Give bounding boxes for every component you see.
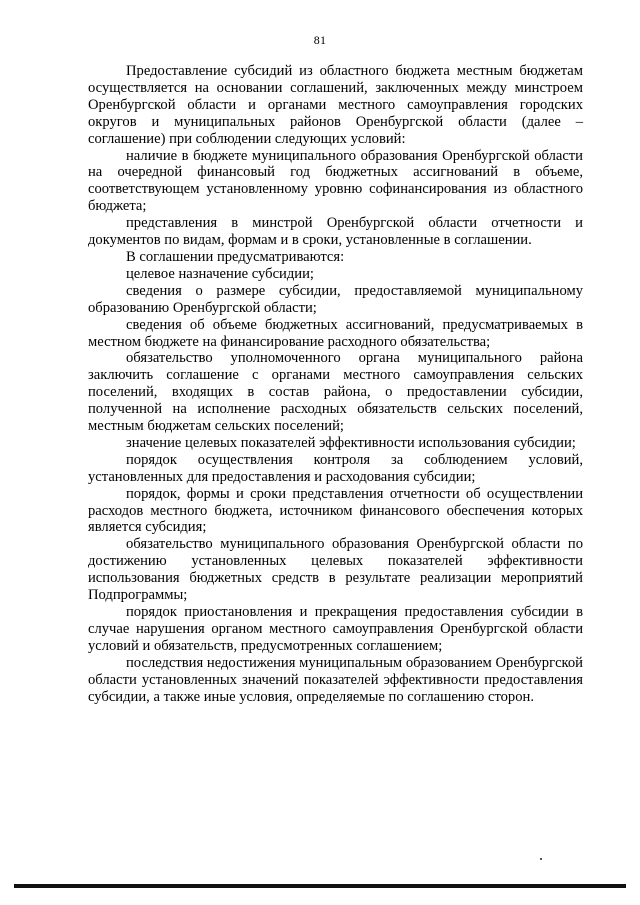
paragraph-purpose: целевое назначение субсидии; [126, 265, 314, 282]
paragraph-municipal-obligation: обязательство муниципального образования Оренбургской области по достижению установленных целевых показателей эффективности использования бюджетных средств в результате реализации мероприятий Подпрограммы; [88, 536, 583, 604]
paragraph-suspension-procedure: порядок приостановления и прекращения предоставления субсидии в случае нарушения органом местного самоуправления Оренбургской области условий и обязательств, предусмотренных соглашением; [88, 604, 583, 654]
paragraph-subsidy-size: сведения о размере субсидии, предоставляемой муниципальному образованию Оренбургской области; [88, 282, 583, 316]
document-body [88, 63, 583, 705]
paragraph-agreement-provides: В соглашении предусматриваются: [126, 248, 345, 265]
scan-speck [540, 858, 542, 860]
paragraph-district-obligation: обязательство уполномоченного органа муниципального района заключить соглашение с органами местного самоуправления сельских поселений, входящих в состав района, о предоставлении субсидии, полученной на исполнение расходных обязательств сельских поселений, местным бюджетам сельских поселений; [88, 350, 583, 435]
paragraph-consequences: последствия недостижения муниципальным образованием Оренбургской области установленных значений показателей эффективности предоставления субсидии, а также иные условия, определяемые по соглашению сторон. [88, 654, 583, 705]
paragraph-budget-allocations: сведения об объеме бюджетных ассигнований, предусматриваемых в местном бюджете на финансирование расходного обязательства; [88, 316, 583, 350]
page-number: 81 [313, 33, 327, 47]
paragraph-subsidy-basis: Предоставление субсидий из областного бюджета местным бюджетам осуществляется на основании соглашений, заключенных между минстроем Оренбургской области и органами местного самоуправления городских округов и муниципальных районов Оренбургской области (далее – соглашение) при соблюдении следующих условий: [88, 63, 583, 147]
paragraph-target-indicators: значение целевых показателей эффективности использования субсидии; [126, 434, 576, 451]
paragraph-control-procedure: порядок осуществления контроля за соблюдением условий, установленных для предоставления и расходования субсидии; [88, 451, 583, 485]
paragraph-reporting-procedure: порядок, формы и сроки представления отчетности об осуществлении расходов местного бюджета, источником финансового обеспечения которых является субсидия; [88, 485, 583, 536]
paragraph-condition-budget: наличие в бюджете муниципального образования Оренбургской области на очередной финансовый год бюджетных ассигнований в объеме, соответствующем установленному уровню софинансирования из областного бюджета; [88, 147, 583, 215]
bottom-rule [14, 884, 626, 888]
paragraph-condition-reporting: представления в минстрой Оренбургской области отчетности и документов по видам, формам и в сроки, установленные в соглашении. [88, 215, 583, 249]
